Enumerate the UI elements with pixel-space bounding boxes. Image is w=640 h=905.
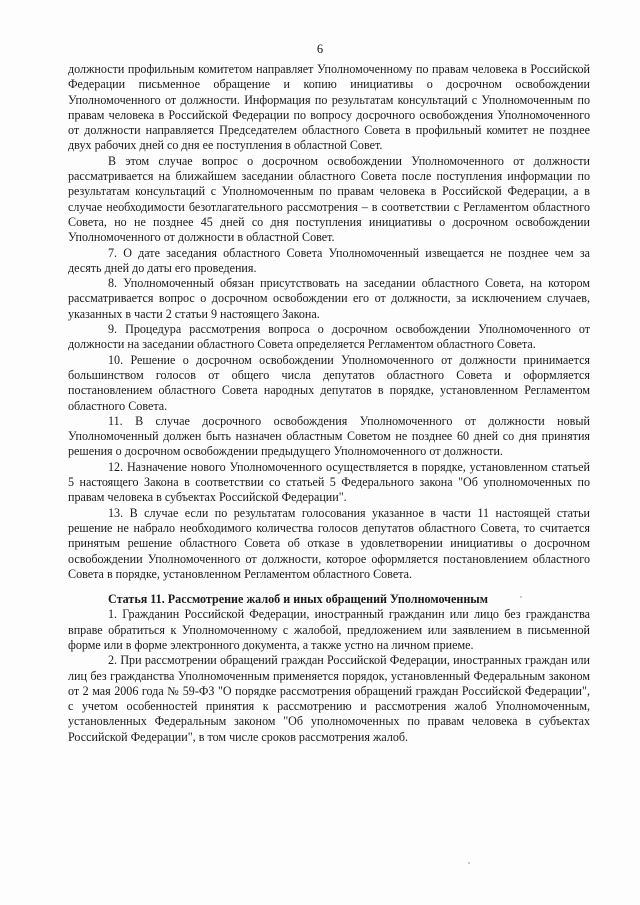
paragraph-item-11: 11. В случае досрочного освобождения Уполномоченного от должности новый Уполномоченный должен быть назначен областным Советом не позднее 60 дней со дня принятия решения о досрочном освобождении предыдущего Уполномоченного от должности. (68, 413, 590, 459)
article-heading: Статья 11. Рассмотрение жалоб и иных обращений Уполномоченным (108, 592, 488, 607)
paragraph-item-10: 10. Решение о досрочном освобождении Уполномоченного от должности принимается большинством голосов от общего числа депутатов областного Совета и оформляется постановлением областного Совета народных депутатов в порядке, установленном Регламентом областного Совета. (68, 352, 590, 413)
paragraph-item-13: 13. В случае если по результатам голосования указанное в части 11 настоящей статьи решение не набрало необходимого количества голосов депутатов областного Совета, то считается принятым решение областного Совета об отказе в удовлетворении инициативы о досрочном освобождении Уполномоченного от должности, которое оформляется постановлением областного Совета в порядке, установленном Регламентом областного Совета. (68, 505, 590, 581)
article-paragraph-1: 1. Гражданин Российской Федерации, иностранный гражданин или лицо без гражданства вправе обратиться к Уполномоченному с жалобой, предложением или заявлением в письменной форме или в форме электронного документа, а также устно на личном приеме. (68, 607, 590, 652)
paragraph-item-7: 7. О дате заседания областного Совета Уполномоченный извещается не позднее чем за десять дней до даты его проведения. (68, 245, 590, 275)
paragraph-item-8: 8. Уполномоченный обязан присутствовать на заседании областного Совета, на котором рассматривается вопрос о досрочном освобождении его от должности, за исключением случаев, указанных в части 2 статьи 9 настоящего Закона. (68, 276, 590, 321)
article-paragraph-2: 2. При рассмотрении обращений граждан Российской Федерации, иностранных граждан или лиц без гражданства Уполномоченным применяется порядок, установленный Федеральным законом от 2 мая 2006 года № 59-ФЗ "О порядке рассмотрения обращений граждан Российской Федерации", с учетом особенностей принятия к рассмотрению и рассмотрения жалоб Уполномоченным, установленных Федеральным законом "Об уполномоченных по правам человека в субъектах Российской Федерации", в том числе сроков рассмотрения жалоб. (68, 653, 590, 744)
scan-speck (520, 596, 522, 598)
section-spacer (68, 582, 590, 592)
page-number: 6 (316, 42, 324, 56)
paragraph-continuation: должности профильным комитетом направляет Уполномоченному по правам человека в Российской Федерации письменное обращение и копию инициативы о досрочном освобождении Уполномоченного от должности. Информация по результатам консультаций с Уполномоченным по правам человека в Российской Федерации по вопросу досрочного освобождения Уполномоченного от должности направляется Председателем областного Совета в профильный комитет не позднее двух рабочих дней со дня ее поступления в областной Совет. (68, 62, 590, 153)
paragraph-item-9: 9. Процедура рассмотрения вопроса о досрочном освобождении Уполномоченного от должности на заседании областного Совета определяется Регламентом областного Совета. (68, 322, 590, 352)
scan-speck (468, 862, 470, 864)
paragraph-item-12: 12. Назначение нового Уполномоченного осуществляется в порядке, установленном статьей 5 настоящего Закона в соответствии со статьей 5 Федерального закона "Об уполномоченных по правам человека в субъектах Российской Федерации". (68, 459, 590, 505)
document-body (68, 62, 590, 745)
paragraph-consultation-case: В этом случае вопрос о досрочном освобождении Уполномоченного от должности рассматривается на ближайшем заседании областного Совета после поступления информации по результатам консультаций с Уполномоченным по правам человека в Российской Федерации, а в случае необходимости безотлагательного рассмотрения – в соответствии с Регламентом областного Совета, но не позднее 45 дней со дня поступления инициативы о досрочном освобождении Уполномоченного от должности в областной Совет. (68, 153, 590, 245)
